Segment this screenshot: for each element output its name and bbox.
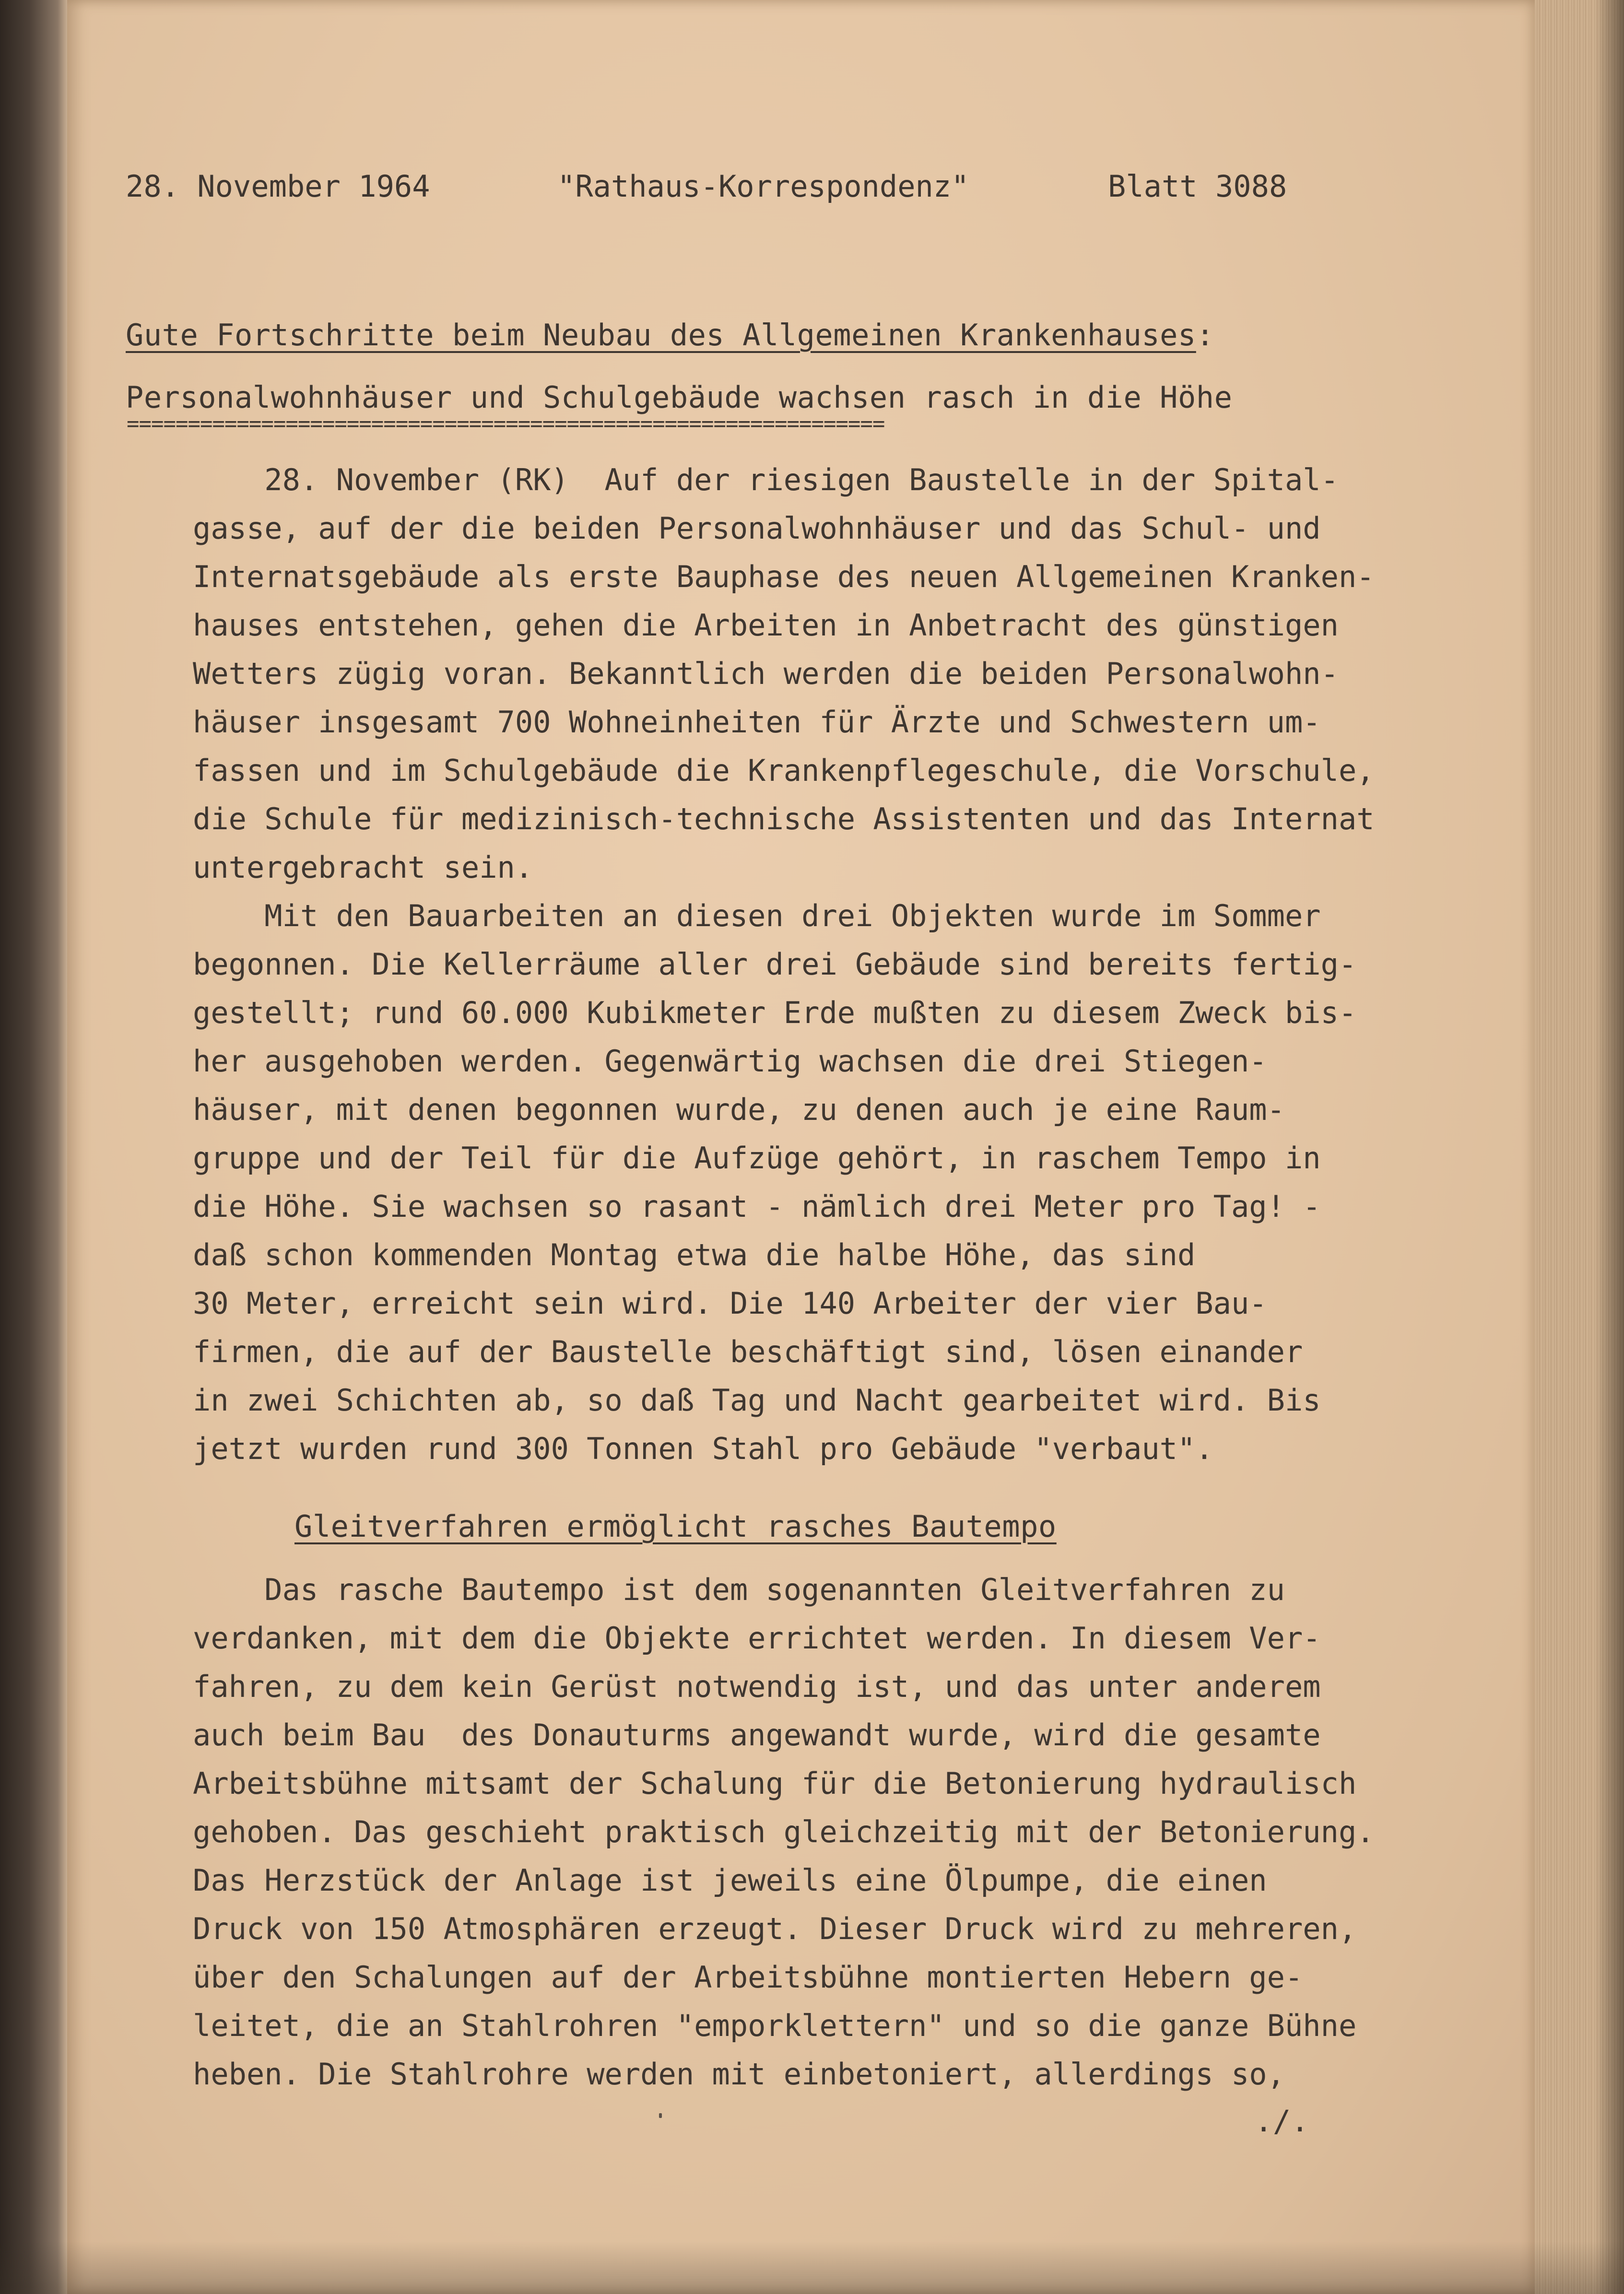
paragraph-1-line: untergebracht sein. <box>193 850 533 885</box>
headline-title-suffix: : <box>1196 318 1214 353</box>
paragraph-2 <box>193 892 1517 1473</box>
page-edge-stack <box>1535 0 1624 2294</box>
paragraph-1-line: gasse, auf der die beiden Personalwohnhäuser und das Schul- und <box>193 511 1321 546</box>
paragraph-2-line: 30 Meter, erreicht sein wird. Die 140 Arbeiter der vier Bau- <box>193 1286 1267 1321</box>
paragraph-2-line: jetzt wurden rund 300 Tonnen Stahl pro Gebäude "verbaut". <box>193 1431 1213 1466</box>
paragraph-1-line: hauses entstehen, gehen die Arbeiten in Anbetracht des günstigen <box>193 608 1339 643</box>
paragraph-3 <box>193 1565 1517 2098</box>
header-date: 28. November 1964 <box>126 169 430 204</box>
paragraph-1-line: Wetters zügig voran. Bekanntlich werden die beiden Personalwohn- <box>193 656 1339 691</box>
paragraph-1-line: Internatsgebäude als erste Bauphase des neuen Allgemeinen Kranken- <box>193 559 1375 594</box>
headline-subtitle: Personalwohnhäuser und Schulgebäude wachsen rasch in die Höhe <box>126 380 1233 415</box>
paragraph-2-line: begonnen. Die Kellerräume aller drei Gebäude sind bereits fertig- <box>193 947 1357 982</box>
paragraph-2-line: gestellt; rund 60.000 Kubikmeter Erde mußten zu diesem Zweck bis- <box>193 995 1357 1030</box>
paragraph-2-line: Mit den Bauarbeiten an diesen drei Objekten wurde im Sommer <box>193 898 1321 933</box>
paragraph-3-line: über den Schalungen auf der Arbeitsbühne montierten Hebern ge- <box>193 1960 1303 1995</box>
document-page <box>67 0 1535 2294</box>
paragraph-2-line: firmen, die auf der Baustelle beschäftigt sind, lösen einander <box>193 1334 1303 1369</box>
paragraph-1-line: 28. November (RK) Auf der riesigen Baustelle in der Spital- <box>193 462 1339 497</box>
ink-speck <box>659 2113 662 2118</box>
page-edge-shadow <box>1595 0 1624 2294</box>
paragraph-2-line: her ausgehoben werden. Gegenwärtig wachsen die drei Stiegen- <box>193 1044 1267 1079</box>
section-heading <box>294 1502 1057 1551</box>
paragraph-1-line: die Schule für medizinisch-technische Assistenten und das Internat <box>193 801 1375 836</box>
paragraph-1 <box>193 456 1517 892</box>
header-sheet: Blatt 3088 <box>1108 169 1287 204</box>
paragraph-3-line: leitet, die an Stahlrohren "emporklettern" und so die ganze Bühne <box>193 2008 1357 2043</box>
headline <box>126 311 1214 359</box>
paragraph-3-line: Druck von 150 Atmosphären erzeugt. Dieser Druck wird zu mehreren, <box>193 1911 1357 1946</box>
continuation-mark: ./. <box>1255 2104 1309 2139</box>
section-heading-text: Gleitverfahren ermöglicht rasches Bautempo <box>294 1509 1057 1544</box>
paragraph-1-line: fassen und im Schulgebäude die Krankenpflegeschule, die Vorschule, <box>193 753 1375 788</box>
paragraph-2-line: gruppe und der Teil für die Aufzüge gehört, in raschem Tempo in <box>193 1141 1321 1176</box>
paragraph-2-line: häuser, mit denen begonnen wurde, zu denen auch je eine Raum- <box>193 1092 1285 1127</box>
paragraph-3-line: verdanken, mit dem die Objekte errichtet werden. In diesem Ver- <box>193 1621 1321 1656</box>
headline-title: Gute Fortschritte beim Neubau des Allgemeinen Krankenhauses <box>126 318 1196 353</box>
bottom-shadow <box>0 2241 1624 2294</box>
paragraph-3-line: Das rasche Bautempo ist dem sogenannten Gleitverfahren zu <box>193 1572 1285 1607</box>
headline-rule: ============================================================== <box>127 412 885 436</box>
header-publication: "Rathaus-Korrespondenz" <box>557 169 969 204</box>
paragraph-3-line: fahren, zu dem kein Gerüst notwendig ist, und das unter anderem <box>193 1669 1321 1704</box>
paragraph-3-line: gehoben. Das geschieht praktisch gleichzeitig mit der Betonierung. <box>193 1814 1375 1849</box>
binding-gutter <box>0 0 67 2294</box>
paragraph-2-line: in zwei Schichten ab, so daß Tag und Nacht gearbeitet wird. Bis <box>193 1383 1321 1418</box>
paragraph-3-line: Arbeitsbühne mitsamt der Schalung für die Betonierung hydraulisch <box>193 1766 1357 1801</box>
paragraph-3-line: heben. Die Stahlrohre werden mit einbetoniert, allerdings so, <box>193 2057 1285 2092</box>
paragraph-3-line: Das Herzstück der Anlage ist jeweils eine Ölpumpe, die einen <box>193 1863 1267 1898</box>
paragraph-3-line: auch beim Bau des Donauturms angewandt wurde, wird die gesamte <box>193 1718 1321 1753</box>
paragraph-2-line: die Höhe. Sie wachsen so rasant - nämlich drei Meter pro Tag! - <box>193 1189 1321 1224</box>
paragraph-1-line: häuser insgesamt 700 Wohneinheiten für Ärzte und Schwestern um- <box>193 705 1321 740</box>
paragraph-2-line: daß schon kommenden Montag etwa die halbe Höhe, das sind <box>193 1237 1196 1272</box>
